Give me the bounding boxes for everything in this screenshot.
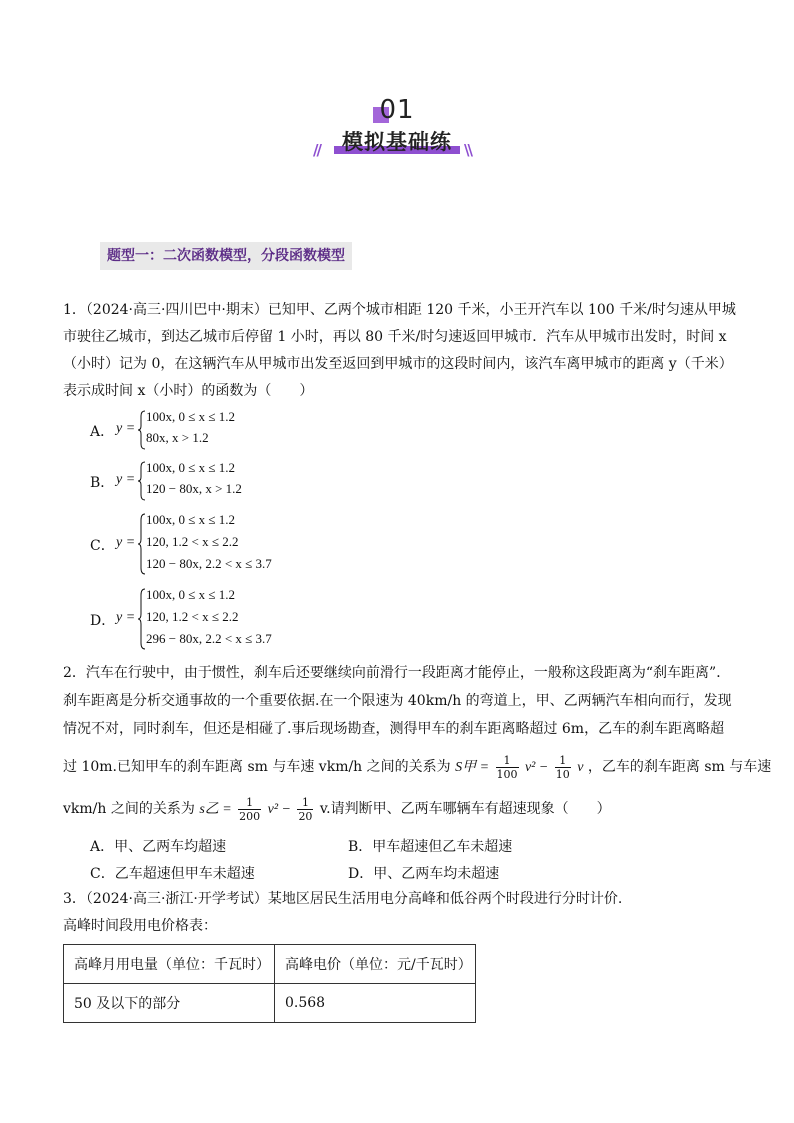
q1-line-4: 表示成时间 x（小时）的函数为（ ） xyxy=(63,383,314,399)
q1-option-c-case-2: 120, 1.2 < x ≤ 2.2 xyxy=(146,534,239,549)
header-title xyxy=(332,128,462,156)
q2-line-4-end: ，乙车的刹车距离 sm 与车速 xyxy=(587,759,772,775)
price-table xyxy=(63,944,476,1023)
table-header-cell: 高峰月用电量（单位：千瓦时） xyxy=(64,945,275,984)
q1-option-b-brace xyxy=(138,461,146,501)
q1-option-d-lhs: y = xyxy=(116,610,136,625)
q1-option-d-case-2: 120, 1.2 < x ≤ 2.2 xyxy=(146,609,239,624)
header-number xyxy=(379,95,414,125)
q1-line-1: 1．（2024·高三·四川巴中·期末）已知甲、乙两个城市相距 120 千米，小王开汽车以 100 千米/时匀速从甲城 xyxy=(63,302,736,318)
q1-option-d-case-1: 100x, 0 ≤ x ≤ 1.2 xyxy=(146,587,236,602)
q2-frac-1-den: 100 xyxy=(496,767,518,781)
q2-s-yi: s乙 = xyxy=(199,802,232,817)
q3-line-2: 高峰时间段用电价格表： xyxy=(63,918,217,934)
q2-v-1: v xyxy=(577,760,584,775)
header-number-text: 01 xyxy=(379,95,415,125)
q2-frac-2-num: 1 xyxy=(555,754,571,768)
q1-option-d-brace xyxy=(138,588,146,650)
q2-line-4-start: 过 10m.已知甲车的刹车距离 sm 与车速 vkm/h 之间的关系为 xyxy=(63,759,451,775)
q2-frac-3-den: 200 xyxy=(239,809,261,823)
q1-option-d-label: D． xyxy=(90,613,116,629)
q2-frac-2 xyxy=(555,754,571,781)
q2-frac-4-den: 20 xyxy=(298,809,313,823)
q1-option-c-case-1: 100x, 0 ≤ x ≤ 1.2 xyxy=(146,512,236,527)
q1-option-b-case-2: 120 − 80x, x > 1.2 xyxy=(146,481,242,496)
q1-option-a-case-2: 80x, x > 1.2 xyxy=(146,430,209,445)
q3-line-1: 3．（2024·高三·浙江·开学考试）某地区居民生活用电分高峰和低谷两个时段进行分时计价. xyxy=(63,891,623,907)
q1-option-b-case-1: 100x, 0 ≤ x ≤ 1.2 xyxy=(146,460,236,475)
q1-option-d-system xyxy=(138,586,318,652)
q1-option-b-lhs: y = xyxy=(116,472,136,487)
q2-option-b: B．甲车超速但乙车未超速 xyxy=(348,839,513,855)
header-slash-right: \\ xyxy=(464,141,471,159)
q1-line-3: （小时）记为 0，在这辆汽车从甲城市出发至返回到甲城市的这段时间内，该汽车离甲城市的距离 y（千米） xyxy=(63,356,733,372)
q1-option-a-lhs: y = xyxy=(116,421,136,436)
header-slash-left: // xyxy=(313,141,320,159)
q1-option-a-label: A． xyxy=(90,424,115,440)
table-row xyxy=(64,984,476,1023)
header-title-text: 模拟基础练 xyxy=(342,130,452,154)
q1-option-c-system xyxy=(138,511,318,577)
q2-v2-1: v² − xyxy=(524,760,549,775)
q2-frac-2-den: 10 xyxy=(555,767,570,781)
q1-line-2: 市驶往乙城市，到达乙城市后停留 1 小时，再以 80 千米/时匀速返回甲城市．汽车从甲城市出发时，时间 x xyxy=(63,329,727,345)
header-number-wrap xyxy=(0,95,794,125)
table-header-row xyxy=(64,945,476,984)
q2-line-3: 情况不对，同时刹车，但还是相碰了.事后现场勘查，测得甲车的刹车距离略超过 6m，乙车的刹车距离略超 xyxy=(63,721,725,737)
table-header-cell: 高峰电价（单位：元/千瓦时） xyxy=(275,945,476,984)
q1-option-c-lhs: y = xyxy=(116,535,136,550)
q2-line-4 xyxy=(63,752,771,783)
header-title-wrap xyxy=(0,128,794,156)
q1-option-a-case-1: 100x, 0 ≤ x ≤ 1.2 xyxy=(146,409,236,424)
q1-option-a-system xyxy=(138,408,298,452)
q2-frac-1 xyxy=(496,754,519,781)
q1-option-b-label: B． xyxy=(90,475,115,491)
q1-option-b-system xyxy=(138,459,298,503)
q2-option-c: C．乙车超速但甲车未超速 xyxy=(90,866,255,882)
q1-option-c-case-3: 120 − 80x, 2.2 < x ≤ 3.7 xyxy=(146,556,272,571)
q2-line-1: 2．汽车在行驶中，由于惯性，刹车后还要继续向前滑行一段距离才能停止，一般称这段距离为“刹车距离”． xyxy=(63,665,731,681)
q2-frac-4-num: 1 xyxy=(297,796,313,810)
q2-frac-3 xyxy=(238,796,261,823)
q2-frac-1-num: 1 xyxy=(496,754,519,768)
q1-option-d-case-3: 296 − 80x, 2.2 < x ≤ 3.7 xyxy=(146,631,272,646)
q2-s-jia: S甲 = xyxy=(455,760,490,775)
q2-frac-4 xyxy=(297,796,313,823)
q2-line-5 xyxy=(63,794,611,825)
q2-line-5-end: v.请判断甲、乙两车哪辆车有超速现象（ ） xyxy=(319,801,611,817)
q1-option-c-brace xyxy=(138,513,146,575)
q1-option-a-brace xyxy=(138,410,146,450)
q2-line-5-start: vkm/h 之间的关系为 xyxy=(63,801,195,817)
table-cell: 0.568 xyxy=(275,984,476,1023)
table-cell: 50 及以下的部分 xyxy=(64,984,275,1023)
q2-option-a: A．甲、乙两车均超速 xyxy=(90,839,227,855)
q2-option-d: D．甲、乙两车均未超速 xyxy=(348,866,500,882)
section-heading: 题型一：二次函数模型，分段函数模型 xyxy=(100,242,352,270)
q2-line-2: 刹车距离是分析交通事故的一个重要依据.在一个限速为 40km/h 的弯道上，甲、乙两辆汽车相向而行，发现 xyxy=(63,693,732,709)
q2-v2-2: v² − xyxy=(267,802,291,817)
q1-option-c-label: C． xyxy=(90,538,115,554)
q2-frac-3-num: 1 xyxy=(238,796,261,810)
